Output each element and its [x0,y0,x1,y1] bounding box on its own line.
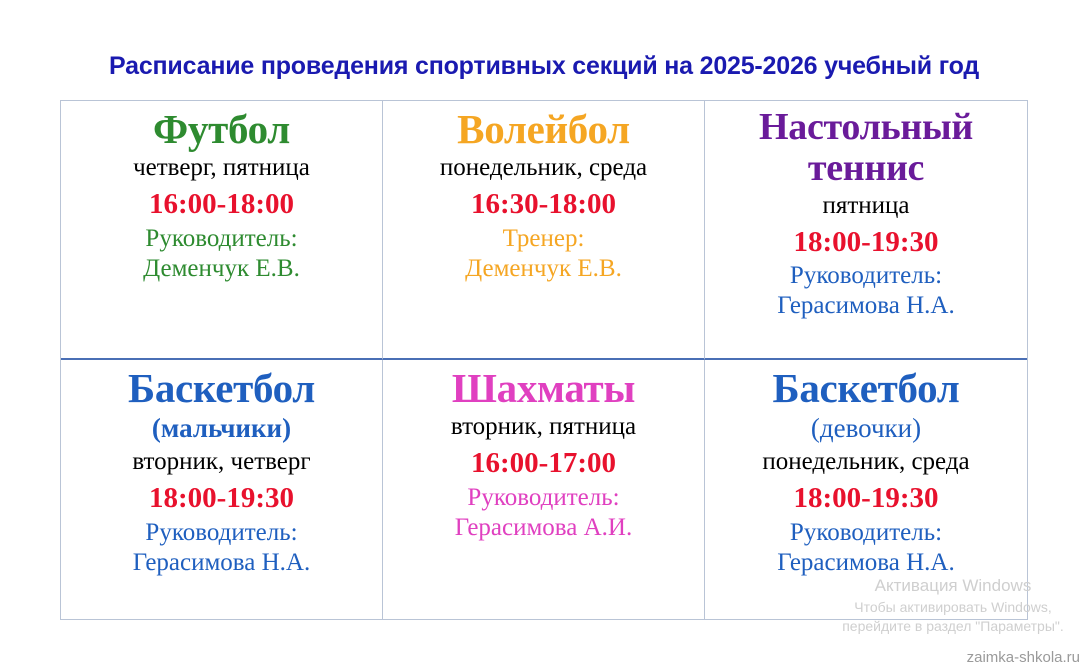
section-days: понедельник, среда [439,154,648,182]
section-name: Футбол [153,106,290,152]
schedule-cell-football [61,101,383,360]
schedule-cell-table-tennis [705,101,1027,360]
section-person: Деменчук Е.В. [465,254,622,282]
activation-title: Активация Windows [874,575,1032,595]
schedule-cell-volleyball [383,101,705,360]
site-watermark: zaimka-shkola.ru [966,649,1080,666]
section-person: Деменчук Е.В. [143,254,300,282]
schedule-cell-chess [383,360,705,619]
activation-subtitle: Чтобы активировать Windows, перейдите в раздел "Параметры". [842,599,1064,635]
section-role-label: Руководитель: [145,224,298,252]
section-name: Настольный теннис [759,106,973,190]
section-subtitle: (девочки) [810,413,922,444]
section-name: Волейбол [457,106,630,152]
page-title: Расписание проведения спортивных секций на 2025-2026 учебный год [108,52,980,80]
schedule-grid [60,100,1028,620]
section-name: Баскетбол [128,365,315,411]
section-time: 18:00-19:30 [793,225,939,258]
section-role-label: Руководитель: [789,262,943,290]
schedule-cell-basketball-boys [61,360,383,619]
section-role-label: Руководитель: [789,518,943,546]
section-name: Шахматы [451,365,636,411]
section-days: вторник, пятница [450,413,637,441]
section-subtitle: (мальчики) [151,413,292,444]
section-role-label: Тренер: [502,224,585,252]
section-person: Герасимова Н.А. [132,548,311,576]
section-person: Герасимова Н.А. [777,548,955,576]
section-days: четверг, пятница [133,154,310,182]
section-days: вторник, четверг [132,448,311,476]
section-time: 18:00-19:30 [793,481,939,514]
section-name: Баскетбол [772,365,960,411]
section-time: 16:00-17:00 [471,446,616,479]
section-days: понедельник, среда [762,448,970,476]
section-role-label: Руководитель: [145,518,298,546]
section-time: 18:00-19:30 [149,481,294,514]
section-days: пятница [822,192,910,220]
section-role-label: Руководитель: [467,483,620,511]
section-person: Герасимова Н.А. [777,292,955,320]
schedule-cell-basketball-girls [705,360,1027,619]
section-time: 16:30-18:00 [471,187,616,220]
section-time: 16:00-18:00 [149,187,294,220]
section-person: Герасимова А.И. [454,513,633,541]
